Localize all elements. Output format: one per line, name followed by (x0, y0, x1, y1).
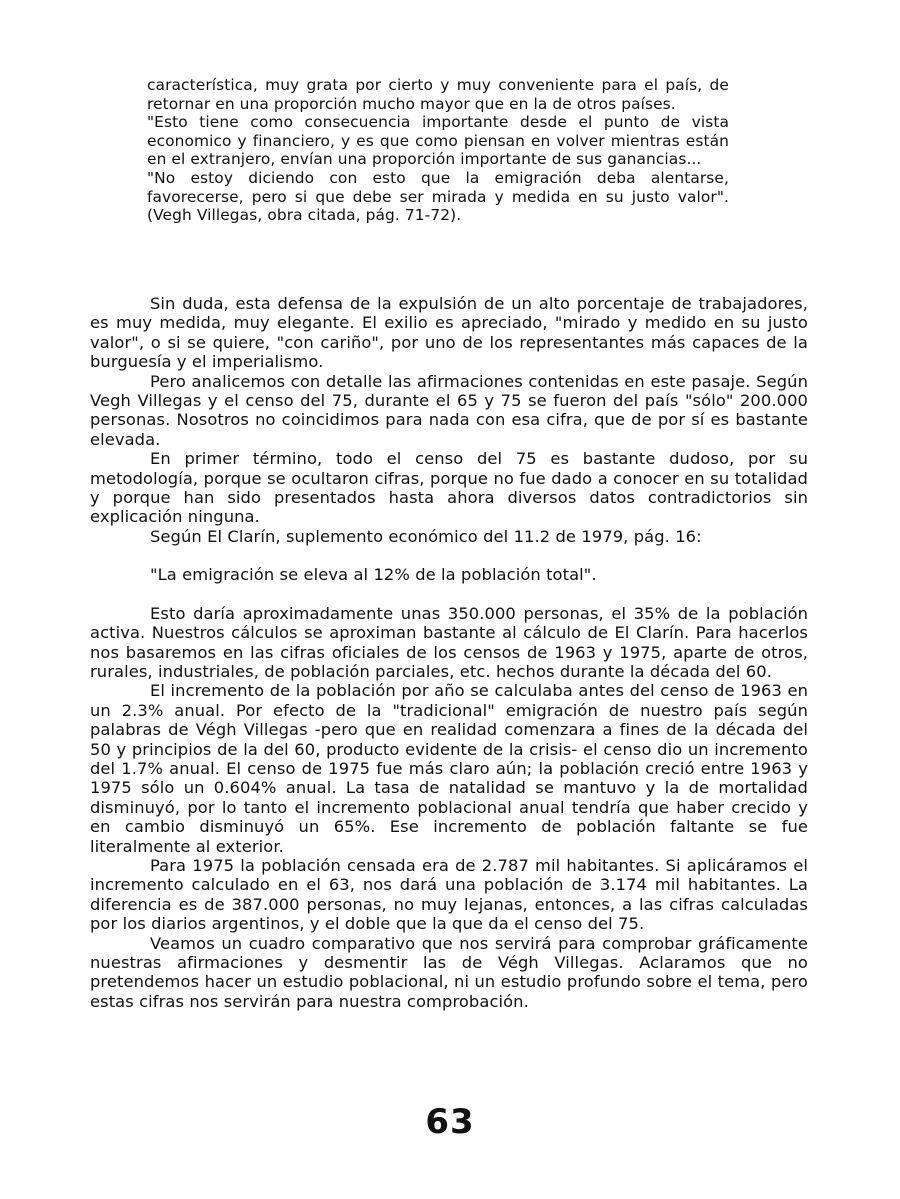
body-paragraph: En primer término, todo el censo del 75 es bastante dudoso, por su metodología, porque se ocultaron cifras, porque no fue dado a conocer en su totalidad y porque han sido presentados hasta ahora diversos datos contradictorios sin explicación ninguna. (90, 449, 808, 527)
page-number: 63 (425, 1102, 475, 1142)
quote-paragraph: "No estoy diciendo con esto que la emigración deba alentarse, favorecerse, pero si que debe ser mirada y medida en su justo valor". (Vegh Villegas, obra citada, pág. 71-72). (147, 168, 729, 225)
quoted-passage (147, 76, 729, 225)
body-paragraph: Para 1975 la población censada era de 2.787 mil habitantes. Si aplicáramos el incremento calculado en el 63, nos dará una población de 3.174 mil habitantes. La diferencia es de 387.000 personas, no muy lejanas, entonces, a las cifras calculadas por los diarios argentinos, y el doble que la que da el censo del 75. (90, 855, 808, 934)
quote-paragraph: característica, muy grata por cierto y muy conveniente para el país, de retornar en una proporción mucho mayor que en la de otros países. (147, 76, 729, 113)
body-paragraph: Pero analicemos con detalle las afirmaciones contenidas en este pasaje. Según Vegh Villegas y el censo del 75, durante el 65 y 75 se fueron del país "sólo" 200.000 personas. Nosotros no coincidimos para nada con esa cifra, que de por sí es bastante elevada. (90, 371, 808, 449)
body-text (90, 294, 808, 1011)
body-paragraph: Sin duda, esta defensa de la expulsión de un alto porcentaje de trabajadores, es muy medida, muy elegante. El exilio es apreciado, "mirado y medido en su justo valor", o si se quiere, "con cariño", por uno de los representantes más capaces de la burguesía y el imperialismo. (90, 294, 808, 372)
quote-paragraph: "Esto tiene como consecuencia importante desde el punto de vista economico y financiero, y es que como piensan en volver mientras están en el extranjero, envían una proporción importante de sus ganancias... (147, 113, 729, 169)
body-paragraph: Esto daría aproximadamente unas 350.000 personas, el 35% de la población activa. Nuestros cálculos se aproximan bastante al cálculo de El Clarín. Para hacerlos nos basaremos en las cifras oficiales de los censos de 1963 y 1975, aparte de otros, rurales, industriales, de población parciales, etc. hechos durante la década del 60. (90, 603, 808, 681)
body-paragraph: El incremento de la población por año se calculaba antes del censo de 1963 en un 2.3% anual. Por efecto de la "tradicional" emigración de nuestro país según palabras de Végh Villegas -pero que en realidad comenzara a fines de la década del 50 y principios de la del 60, producto evidente de la crisis- el censo dio un incremento del 1.7% anual. El censo de 1975 fue más claro aún; la población creció entre 1963 y 1975 sólo un 0.604% anual. La tasa de natalidad se mantuvo y la de mortalidad disminuyó, por lo tanto el incremento poblacional anual tendría que haber crecido y en cambio disminuyó un 65%. Ese incremento de población faltante se fue literalmente al exterior. (90, 681, 808, 856)
body-paragraph: Veamos un cuadro comparativo que nos servirá para comprobar gráficamente nuestras afirmaciones y desmentir las de Végh Villegas. Aclaramos que no pretendemos hacer un estudio poblacional, ni un estudio profundo sobre el tema, pero estas cifras nos servirán para nuestra comprobación. (90, 933, 808, 1011)
body-paragraph: Según El Clarín, suplemento económico del 11.2 de 1979, pág. 16: (150, 526, 702, 546)
inline-quote: "La emigración se eleva al 12% de la población total". (150, 565, 597, 585)
